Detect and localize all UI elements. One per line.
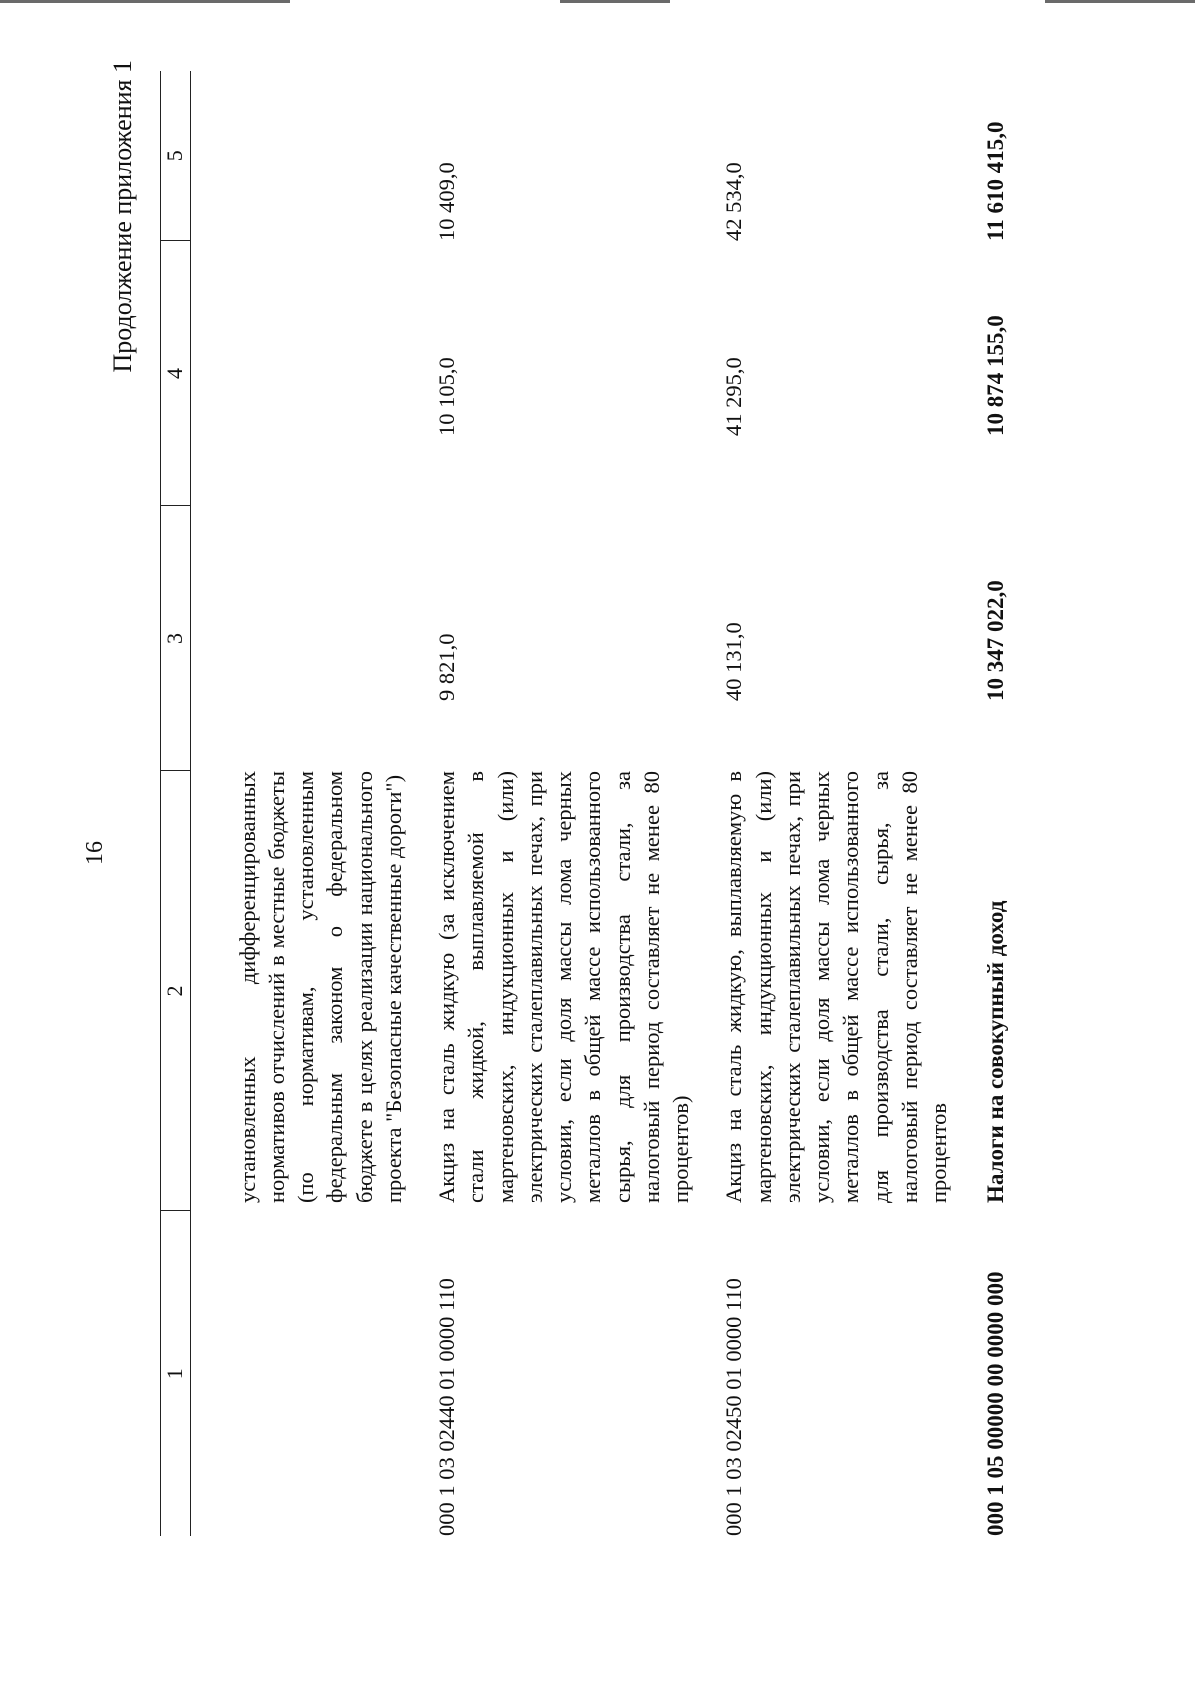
column-header-2: 2 bbox=[161, 771, 191, 1211]
column-header-1: 1 bbox=[161, 1211, 191, 1536]
row-description: установленных дифференцированных нормативов отчислений в местные бюджеты (по нормативам, установленным федеральным законом о федеральном бюджете в целях реализации национального проекта "Безопасные качественные дороги") bbox=[234, 771, 406, 1203]
row-description: Налоги на совокупный доход bbox=[983, 900, 1009, 1203]
column-header-4: 4 bbox=[161, 241, 191, 506]
row-value-col5 bbox=[190, 71, 408, 241]
column-header-5: 5 bbox=[161, 71, 191, 241]
table-header bbox=[161, 71, 191, 1536]
table-row bbox=[408, 71, 695, 1536]
continuation-label: Продолжение приложения 1 bbox=[108, 60, 137, 373]
revenue-table bbox=[160, 71, 1011, 1536]
row-code: 000 1 03 02450 01 0000 110 bbox=[721, 1278, 747, 1536]
row-value-col3: 10 347 022,0 bbox=[983, 580, 1009, 701]
table-row-total bbox=[953, 71, 1011, 1536]
row-code: 000 1 05 00000 00 0000 000 bbox=[983, 1271, 1009, 1536]
row-description: Акциз на сталь жидкую, выплавляемую в мартеновских, индукционных и (или) электрических сталеплавильных печах, при условии, если доля массы лома черных металлов в общей массе использованного для производства стали, сырья, за налоговый период составляет не менее 80 процентов bbox=[721, 771, 952, 1203]
row-value-col5: 11 610 415,0 bbox=[983, 121, 1009, 241]
table-row bbox=[695, 71, 953, 1536]
header-row bbox=[161, 71, 191, 1536]
row-value-col3: 9 821,0 bbox=[434, 633, 460, 701]
row-value-col5: 42 534,0 bbox=[721, 162, 747, 241]
row-value-col3: 40 131,0 bbox=[721, 622, 747, 701]
column-header-3: 3 bbox=[161, 506, 191, 771]
row-value-col4 bbox=[190, 241, 408, 506]
page-number: 16 bbox=[82, 841, 108, 865]
row-description: Акциз на сталь жидкую (за исключением стали жидкой, выплавляемой в мартеновских, индукционных и (или) электрических сталеплавильных печах, при условии, если доля массы лома черных металлов в общей массе использованного сырья, для производства стали, за налоговый период составляет не менее 80 процентов) bbox=[434, 771, 694, 1203]
row-value-col4: 10 874 155,0 bbox=[983, 315, 1009, 436]
row-value-col3 bbox=[190, 506, 408, 771]
row-value-col4: 41 295,0 bbox=[721, 357, 747, 436]
table-row bbox=[190, 71, 408, 1536]
row-value-col4: 10 105,0 bbox=[434, 357, 460, 436]
row-value-col5: 10 409,0 bbox=[434, 162, 460, 241]
row-code bbox=[190, 1211, 408, 1536]
row-code: 000 1 03 02440 01 0000 110 bbox=[434, 1278, 460, 1536]
